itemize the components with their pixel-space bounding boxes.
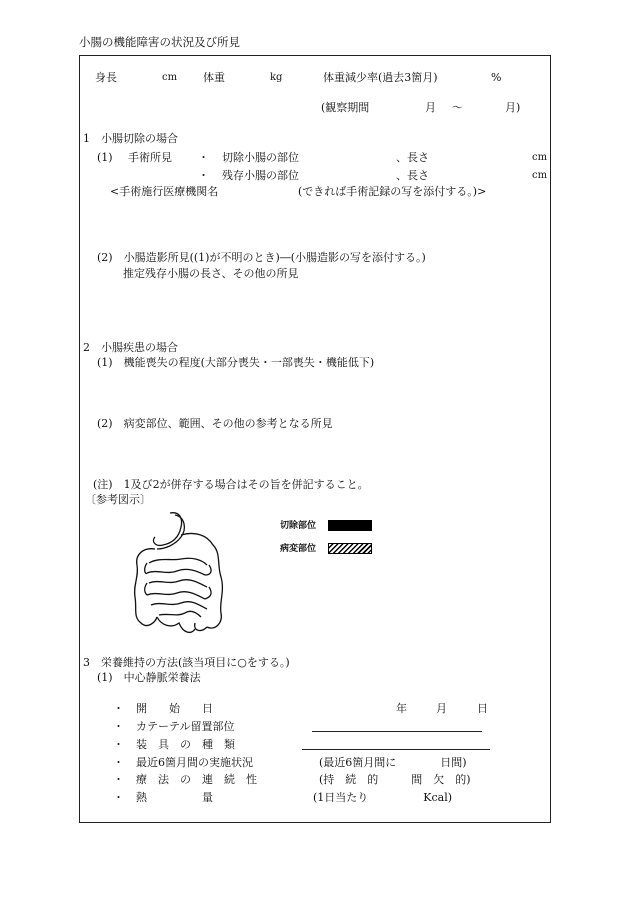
observation-tilde: ～ [452,101,463,114]
start-year-label: 年 [396,702,407,715]
bullet: ・ [113,720,124,733]
legend-lesion-swatch [328,543,372,554]
reference-figure-label: 〔参考図示〕 [85,493,151,506]
bullet: ・ [113,791,124,804]
observation-period-label: (観察期間 [321,101,370,114]
start-date-label: 開 始 日 [136,702,213,715]
resected-length-label: 、長さ [396,151,429,164]
s2-p1-text: (1) 機能喪失の程度(大部分喪失・一部喪失・機能低下) [97,356,375,369]
remaining-length-label: 、長さ [396,169,429,182]
remaining-site-label: 残存小腸の部位 [222,169,299,182]
observation-month-start: 月 [425,101,436,114]
legend-resected-label: 切除部位 [280,521,317,531]
weight-unit: kg [270,72,283,83]
s2-p2-text: (2) 病変部位、範囲、その他の参考となる所見 [97,417,333,430]
weight-label: 体重 [203,71,225,84]
weight-loss-rate-label: 体重減少率(過去3箇月) [323,71,438,84]
s1-p2-text: (2) 小腸造影所見((1)が不明のとき)―(小腸造影の写を添付する。) [97,251,426,264]
s1-p2-sub: 推定残存小腸の長さ、その他の所見 [123,267,299,280]
section-2-heading: 2 小腸疾患の場合 [83,341,178,354]
s1-p1-number: (1) [97,151,113,164]
section-1-heading: 1 小腸切除の場合 [83,132,178,145]
catheter-site-line [312,731,482,732]
continuity-label: 療 法 の 連 続 性 [136,773,257,786]
legend-resected-swatch [328,520,372,531]
legend-lesion-label: 病変部位 [280,544,317,554]
note-text: (注) 1及び2が併存する場合はその旨を併記すること。 [93,478,369,491]
bullet: ・ [113,756,124,769]
resected-site-label: 切除小腸の部位 [222,151,299,164]
hospital-note: (できれば手術記録の写を添付する。)> [298,185,487,198]
bullet: ・ [113,702,124,715]
start-month-label: 月 [436,702,447,715]
s3-p1-text: (1) 中心静脈栄養法 [97,671,201,684]
implementation-status-value: (最近6箇月間に 日間) [319,756,467,769]
height-label: 身長 [95,71,117,84]
calories-value: (1日当たり Kcal) [313,791,453,804]
percent-sign: % [491,71,502,84]
implementation-status-label: 最近6箇月間の実施状況 [136,756,253,769]
device-type-line [302,749,490,750]
section-3-heading: 3 栄養維持の方法(該当項目に○をする。) [83,656,290,669]
bullet: ・ [198,151,209,164]
page-title: 小腸の機能障害の状況及び所見 [79,35,240,49]
remaining-length-unit: cm [532,170,548,181]
hospital-name-label: <手術施行医療機関名 [110,185,219,198]
bullet: ・ [113,773,124,786]
bullet: ・ [198,169,209,182]
start-day-label: 日 [477,702,488,715]
surgical-findings-label: 手術所見 [128,151,172,164]
device-type-label: 装 具 の 種 類 [136,738,235,751]
resected-length-unit: cm [532,152,548,163]
height-unit: cm [162,72,178,83]
catheter-site-label: カテーテル留置部位 [136,720,235,733]
intestine-icon [125,505,235,640]
calories-label: 熱 量 [136,791,213,804]
observation-month-end: 月) [505,101,521,114]
continuity-value: (持 続 的 間 欠 的) [319,773,471,786]
bullet: ・ [113,738,124,751]
